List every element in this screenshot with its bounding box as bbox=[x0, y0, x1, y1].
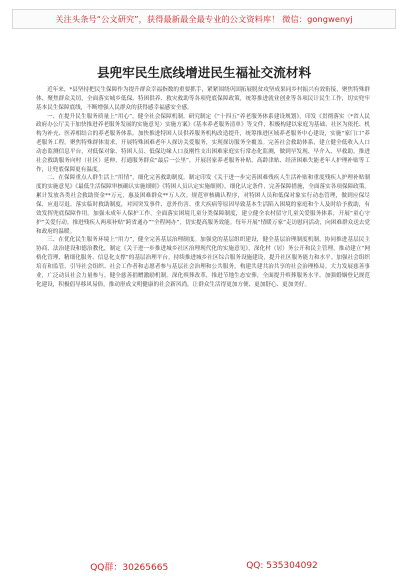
section-two-paragraph: 二、在保障重点人群生活上“用情”，细化完善救助制度。制定印发《关于进一步完善困难残疾人生活补贴和重度残疾人护理补贴制度的实施意见》《最低生活保障审核确认实施细则》《特困人员认定实施细则》，细化认定条件，完善保障措施，全面落实各项保障政策。累计发放各类社会救助资金**万元，惠及困难群众**万人次。规范审核确认程序，对特困人员和低保对象实行动态管理，做到应保尽保、应退尽退。落实临时救助制度，对因突发事件、意外伤害、重大疾病等原因导致基本生活陷入困境的家庭和个人及时给予救助，有效发挥兜底保障作用。加强未成年人保护工作，全面落实困境儿童分类保障制度，建立健全农村留守儿童关爱服务体系，开展“童心守护”关爱行动。推进残疾人两项补贴“跨省通办”“全程网办”，切实提高服务效能。每年开展“情暖万家”走访慰问活动，向困难群众送去党和政府的温暖。 bbox=[36, 175, 370, 235]
document-title: 县兜牢民生底线增进民生福祉交流材料 bbox=[96, 65, 312, 80]
article-body bbox=[36, 86, 370, 554]
footer-contact bbox=[0, 558, 408, 574]
section-one-paragraph: 一、在提升民生服务质量上“用心”，健全社会保障机制。研究制定《“十四五”养老服务体系建设规划》，印发《贯彻落实〈*省人民政府办公厅关于加快推进养老服务发展的实施意见〉实施方案》《基本养老服务清单》等文件，积极构建以家庭为基础、社区为依托、机构为补充、医养相结合的养老服务体系。加快推进特困人员供养服务机构改造提升，统筹推进区域养老服务中心建设，实施“家门口”养老服务工程。聚焦特殊群体需求，开展特殊困难老年人探访关爱服务，实现探访服务全覆盖。完善社会救助体系，建立健全低收入人口动态监测信息平台，对低保对象、特困人员、低保边缘人口及刚性支出困难家庭实行常态化监测，做到早发现、早介入、早救助。推进社会救助服务向村（社区）延伸，打通服务群众“最后一公里”，开展居家养老服务补贴、高龄津贴、经济困难失能老年人护理补贴等工作，让兜底保障更有温度。 bbox=[36, 113, 370, 173]
intro-paragraph: 近年来，*县坚持把民生保障作为提升群众幸福指数的重要抓手，紧紧围绕巩固拓展脱贫攻坚成果同乡村振兴有效衔接，聚焦特殊群体、聚焦群众关切，全面落实城乡低保、特困供养、救灾救助等各项兜底保障政策，统筹推进就业创业等各项民计民生工作，切实兜牢基本民生保障底线，不断增强人民群众的获得感幸福感安全感。 bbox=[36, 87, 370, 111]
section-three-paragraph: 三、在优化民生服务环境上“用力”，健全完善基层治理制度。加强党的基层组织建设，健全基层治理制度机制，协同推进基层民主协商、法治建设和德治教化，制定《关于进一步推进城乡社区治理现代化的实施意见》，深化村（居）务公开和民主管理，推动建立“网格化管理、精细化服务、信息化支撑”的基层治理平台。持续推进城乡社区综合服务设施建设，提升社区服务能力和水平。加强社会组织培育和监管，引导社会组织、社会工作者和志愿者参与基层社会治理和公共服务，构建共建共治共享的社会治理格局。大力发展慈善事业，广泛动员社会力量参与，健全慈善捐赠激励机制。深化殡葬改革，推进节地生态安葬，全面提升殡葬服务水平。加强婚姻登记规范化建设，积极倡导移风易俗，推动形成文明健康的社会新风尚，让群众生活得更加方便、更加舒心、更加美好。 bbox=[36, 237, 370, 288]
promo-banner: 关注头条号“公文研究”，获得最新最全最专业的公文资料库！ 微信：gongwenyj bbox=[12, 9, 396, 29]
qq-group-text: QQ群：30265665 bbox=[90, 562, 169, 573]
qq-text: QQ: 535304092 bbox=[246, 561, 318, 571]
